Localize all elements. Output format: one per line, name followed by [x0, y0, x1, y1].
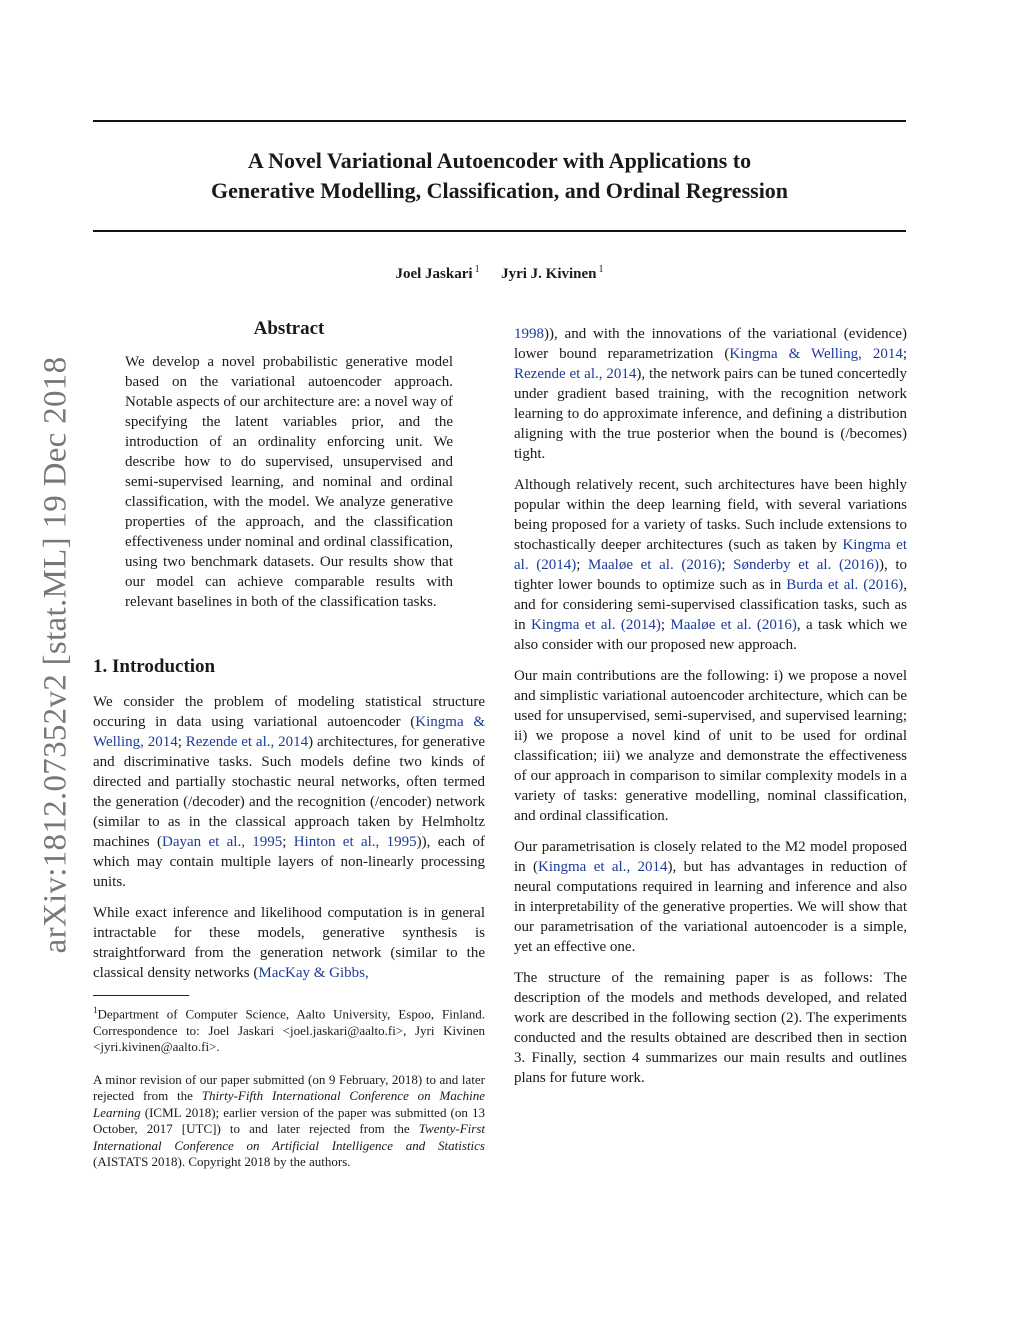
- citation-link[interactable]: 1998: [514, 326, 544, 342]
- intro-paragraph-1: We consider the problem of modeling statistical structure occuring in data using variational autoencoder (Kingma & Welling, 2014; Rezende et al., 2014) architectures, for generative and discriminative tasks. Such models define two kinds of directed and partially stochastic neural networks, often termed the generation (/decoder) and the recognition (/encoder) network (similar to as in the classical approach taken by Helmholtz machines (Dayan et al., 1995; Hinton et al., 1995)), each of which may contain multiple layers of non-linearly processing units.: [93, 694, 486, 890]
- citation-link[interactable]: Hinton et al., 1995: [293, 834, 417, 850]
- citation-link[interactable]: Maaløe et al. (2016): [670, 617, 797, 633]
- paragraph-paper-structure: The structure of the remaining paper is as follows: The description of the models and methods developed, and related work are described in the following section (2). The experiments conducted and the results obtained are described then in section 3. Finally, section 4 summarizes our main results and outlines plans for future work.: [514, 970, 907, 1086]
- paper-title: [93, 146, 906, 206]
- citation-link[interactable]: Kingma et al. (2014): [531, 617, 661, 633]
- paragraph-continued: 1998)), and with the innovations of the variational (evidence) lower bound reparametrization (Kingma & Welling, 2014; Rezende et al., 2014), the network pairs can be tuned concertedly under gradient based training, with the recognition network learning to do approximate inference, and defining a distribution aligning with the true posterior when the bound is (/becomes) tight.: [514, 326, 907, 462]
- citation-link[interactable]: Dayan et al., 1995: [161, 834, 283, 850]
- paragraph-contributions: Our main contributions are the following: i) we propose a novel and simplistic variational autoencoder architecture, which can be used for unsupervised, semi-supervised, and supervised learning; ii) we propose a novel kind of unit to be used for ordinal classification; iii) we analyze and demonstrate the effectiveness of our approach in comparison to similar complexity models in a variety of tasks: generative modelling, nominal classification, and ordinal classification.: [514, 668, 907, 824]
- title-rule-top: [93, 120, 906, 122]
- paragraph-related-architectures: Although relatively recent, such architectures have been highly popular within the deep learning field, with several variations being proposed for a variety of tasks. Such include extensions to stochastically deeper architectures (such as taken by Kingma et al. (2014); Maaløe et al. (2016); Sønderby et al. (2016)), to tighter lower bounds to optimize such as in Burda et al. (2016), and for considering semi-supervised classification tasks, such as in Kingma et al. (2014); Maaløe et al. (2016), a task which we also consider with our proposed new approach.: [514, 477, 908, 653]
- abstract-text: We develop a novel probabilistic generative model based on the variational autoencoder approach. Notable aspects of our architecture are: a novel way of specifying the latent variables prior, and the introduction of an ordinality enforcing unit. We describe how to do supervised, unsupervised and semi-supervised learning, and nominal and ordinal classification, with the model. We analyze generative properties of the approach, and the classification effectiveness under nominal and ordinal classification, using two benchmark datasets. Our results show that our model can achieve comparable results with relevant baselines in both of the classification tasks.: [125, 354, 453, 610]
- author-name: Jyri J. Kivinen: [501, 266, 597, 282]
- abstract-heading: Abstract: [253, 318, 325, 339]
- citation-link[interactable]: Maaløe et al. (2016): [588, 557, 722, 573]
- citation-link[interactable]: Rezende et al., 2014: [514, 366, 637, 382]
- intro-paragraph-2: While exact inference and likelihood computation is in general intractable for these models, generative synthesis is straightforward from the generation network (similar to the classical density networks (MacKay & Gibbs,: [93, 905, 485, 981]
- author-list: [93, 264, 906, 283]
- citation-link[interactable]: Kingma et al. (2014): [514, 537, 907, 573]
- title-rule-bottom: [93, 230, 906, 232]
- arxiv-identifier: arXiv:1812.07352v2 [stat.ML] 19 Dec 2018: [37, 356, 74, 954]
- section-heading-introduction: 1. Introduction: [93, 656, 216, 677]
- paragraph-parametrisation: Our parametrisation is closely related to the M2 model proposed in (Kingma et al., 2014), but has advantages in reduction of neural computations required in learning and inference and also in interpretability of the generative properties. We will show that our parametrisation of the variational autoencoder is a simple, yet an effective one.: [514, 839, 907, 955]
- citation-link[interactable]: Kingma et al., 2014: [538, 859, 668, 875]
- author-name: Joel Jaskari: [395, 266, 473, 282]
- citation-link[interactable]: Rezende et al., 2014: [185, 734, 309, 750]
- footnote-affiliation: $^1$Department of Computer Science, Aalto University, Espoo, Finland. Correspondence to: Joel Jaskari <joel.jaskari@aalto.fi>, Jyri Kivinen <jyri.kivinen@aalto.fi>.: [93, 1005, 485, 1055]
- citation-link[interactable]: Kingma & Welling, 2014: [93, 714, 485, 750]
- footnote-revision-note: A minor revision of our paper submitted (on 9 February, 2018) to and later rejected from the Thirty-Fifth International Conference on Machine Learning (ICML 2018); earlier version of the paper was submitted (on 13 October, 2017 [UTC]) to and later rejected from the Twenty-First International Conference on Artificial Intelligence and Statistics (AISTATS 2018). Copyright 2018 by the authors.: [93, 1071, 485, 1170]
- right-column: [514, 324, 907, 1099]
- citation-link[interactable]: Burda et al. (2016): [786, 577, 904, 593]
- citation-link[interactable]: Sønderby et al. (2016): [733, 557, 879, 573]
- footnote-rule: [93, 995, 189, 996]
- citation-link[interactable]: Kingma & Welling, 2014: [729, 346, 903, 362]
- title-line-2: Generative Modelling, Classification, and Ordinal Regression: [210, 178, 789, 203]
- author-affiliation-mark: 1: [598, 264, 604, 275]
- citation-link[interactable]: MacKay & Gibbs,: [258, 965, 369, 981]
- author-affiliation-mark: 1: [474, 264, 480, 275]
- left-column: [93, 318, 485, 1187]
- title-line-1: A Novel Variational Autoencoder with Applications to: [247, 148, 752, 173]
